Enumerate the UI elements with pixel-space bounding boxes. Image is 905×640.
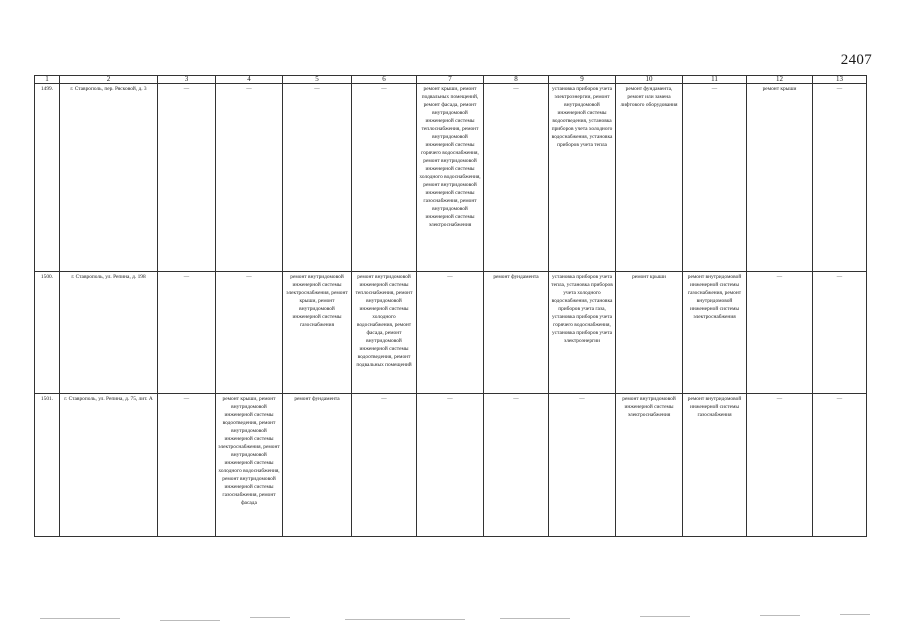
cell: —	[158, 84, 216, 272]
table-row	[35, 84, 867, 272]
row-number: 1501.	[35, 394, 60, 537]
col-number: 2	[60, 76, 158, 84]
col-number: 13	[813, 76, 867, 84]
col-number: 10	[616, 76, 683, 84]
cell: —	[216, 84, 283, 272]
cell: —	[417, 272, 484, 394]
cell: —	[352, 84, 417, 272]
col-number: 5	[283, 76, 352, 84]
col-number: 4	[216, 76, 283, 84]
address-cell: г. Ставрополь, ул. Репина, д. 75, лит. А	[60, 394, 158, 537]
col-number: 8	[484, 76, 549, 84]
cell: ремонт крыши, ремонт внутридомовой инженерной системы водоотведения, ремонт внутридомовой инженерной системы электроснабжения, ремонт внутридомовой инженерной системы холодного водоснабжения, ремонт внутридомовой инженерной системы газоснабжения, ремонт фасада	[216, 394, 283, 537]
cell: ремонт внутридомовой инженерной системы электроснабжения	[616, 394, 683, 537]
cell: —	[813, 272, 867, 394]
col-number: 11	[683, 76, 747, 84]
cell: —	[683, 84, 747, 272]
cell: ремонт крыши	[616, 272, 683, 394]
cell: —	[417, 394, 484, 537]
col-number: 3	[158, 76, 216, 84]
page-number: 2407	[840, 52, 872, 68]
cell: ремонт фундамента	[283, 394, 352, 537]
cell: ремонт крыши, ремонт подвальных помещений, ремонт фасада, ремонт внутридомовой инженерной системы теплоснабжения, ремонт внутридомовой инженерной системы горячего водоснабжения, ремонт внутридомовой инженерной системы холодного водоснабжения, ремонт внутридомовой инженерной системы газоснабжения, ремонт внутридомовой инженерной системы электроснабжения	[417, 84, 484, 272]
table-row	[35, 394, 867, 537]
cell: —	[158, 394, 216, 537]
cell: ремонт внутридомовой инженерной системы теплоснабжения, ремонт внутридомовой инженерной системы холодного водоснабжения, ремонт фасада, ремонт внутридомовой инженерной системы водоотведения, ремонт подвальных помещений	[352, 272, 417, 394]
address-cell: г. Ставрополь, ул. Репина, д. 198	[60, 272, 158, 394]
cell: —	[484, 394, 549, 537]
cell: —	[158, 272, 216, 394]
scan-noise	[0, 612, 905, 632]
col-number: 1	[35, 76, 60, 84]
cell: —	[283, 84, 352, 272]
cell: установка приборов учета электроэнергии, ремонт внутридомовой инженерной системы водоотведения, установка приборов учета холодного водоснабжения, установка приборов учета тепла	[549, 84, 616, 272]
col-number: 6	[352, 76, 417, 84]
cell: —	[813, 394, 867, 537]
cell: —	[216, 272, 283, 394]
cell: установка приборов учета тепла, установка приборов учета холодного водоснабжения, установка приборов учета газа, установка приборов учета горячего водоснабжения, установка приборов учета электроэнергии	[549, 272, 616, 394]
cell: —	[352, 394, 417, 537]
col-number: 7	[417, 76, 484, 84]
cell: ремонт внутридомовой инженерной системы электроснабжения, ремонт крыши, ремонт внутридомовой инженерной системы газоснабжения	[283, 272, 352, 394]
cell: —	[747, 394, 813, 537]
cell: ремонт фундамента, ремонт или замена лифтового оборудования	[616, 84, 683, 272]
cell: —	[549, 394, 616, 537]
row-number: 1500.	[35, 272, 60, 394]
cell: —	[747, 272, 813, 394]
column-number-row	[35, 76, 867, 84]
cell: ремонт внутридомовой инженерной системы газоснабжения, ремонт внутридомовой инженерной системы электроснабжения	[683, 272, 747, 394]
repair-schedule-table	[34, 75, 867, 537]
row-number: 1499.	[35, 84, 60, 272]
table-row	[35, 272, 867, 394]
cell: —	[813, 84, 867, 272]
cell: ремонт фундамента	[484, 272, 549, 394]
cell: ремонт внутридомовой инженерной системы газоснабжения	[683, 394, 747, 537]
col-number: 12	[747, 76, 813, 84]
col-number: 9	[549, 76, 616, 84]
cell: —	[484, 84, 549, 272]
cell: ремонт крыши	[747, 84, 813, 272]
address-cell: г. Ставрополь, пер. Рясковой, д. 3	[60, 84, 158, 272]
